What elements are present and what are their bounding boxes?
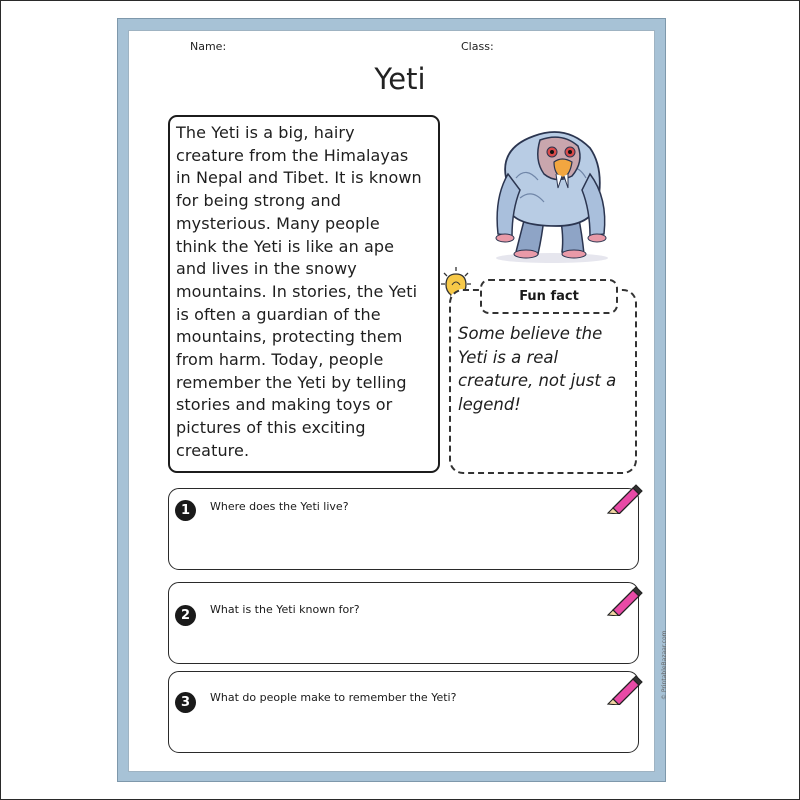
answer-box-3[interactable] [168,671,639,753]
fun-fact-line: legend! [458,394,521,414]
name-label: Name: [190,40,227,53]
passage-line: from harm. Today, people [176,350,384,370]
question-text-1: Where does the Yeti live? [210,500,349,513]
question-number-3: 3 [175,692,196,713]
passage-line: stories and making toys or [176,395,393,415]
passage-line: for being strong and [176,191,342,211]
passage-line: mountains. In stories, the Yeti [176,281,418,301]
passage-line: pictures of this exciting [176,418,366,438]
passage-line: in Nepal and Tibet. It is known [176,168,422,188]
passage-line: creature. [176,440,250,460]
class-label: Class: [461,40,494,53]
fun-fact-heading: Fun fact [480,279,618,314]
fun-fact-line: creature, not just a [458,371,617,390]
question-number-2: 2 [175,605,196,626]
yeti-illustration [486,118,618,264]
passage-line: The Yeti is a big, hairy [176,123,355,142]
passage-line: and lives in the snowy [176,259,357,279]
fun-fact-line: Yeti is a real [458,347,559,367]
pencil-icon [605,482,643,514]
pencil-icon [605,673,643,705]
passage-line: creature from the Himalayas [176,145,409,165]
question-text-3: What do people make to remember the Yeti? [210,691,457,704]
pencil-icon [605,584,643,616]
reading-passage [168,115,440,473]
passage-line: remember the Yeti by telling [176,372,407,392]
credit-text: © PrintableBazaar.com [661,630,668,700]
passage-line: is often a guardian of the [176,304,381,324]
question-number-1: 1 [175,500,196,521]
worksheet-title: Yeti [374,62,426,96]
question-text-2: What is the Yeti known for? [210,603,360,616]
answer-box-2[interactable] [168,582,639,664]
passage-line: mysterious. Many people [176,213,380,233]
passage-line: mountains, protecting them [176,327,403,347]
passage-line: think the Yeti is like an ape [176,236,395,256]
fun-fact-text [458,322,638,416]
fun-fact-line: Some believe the [458,324,603,343]
